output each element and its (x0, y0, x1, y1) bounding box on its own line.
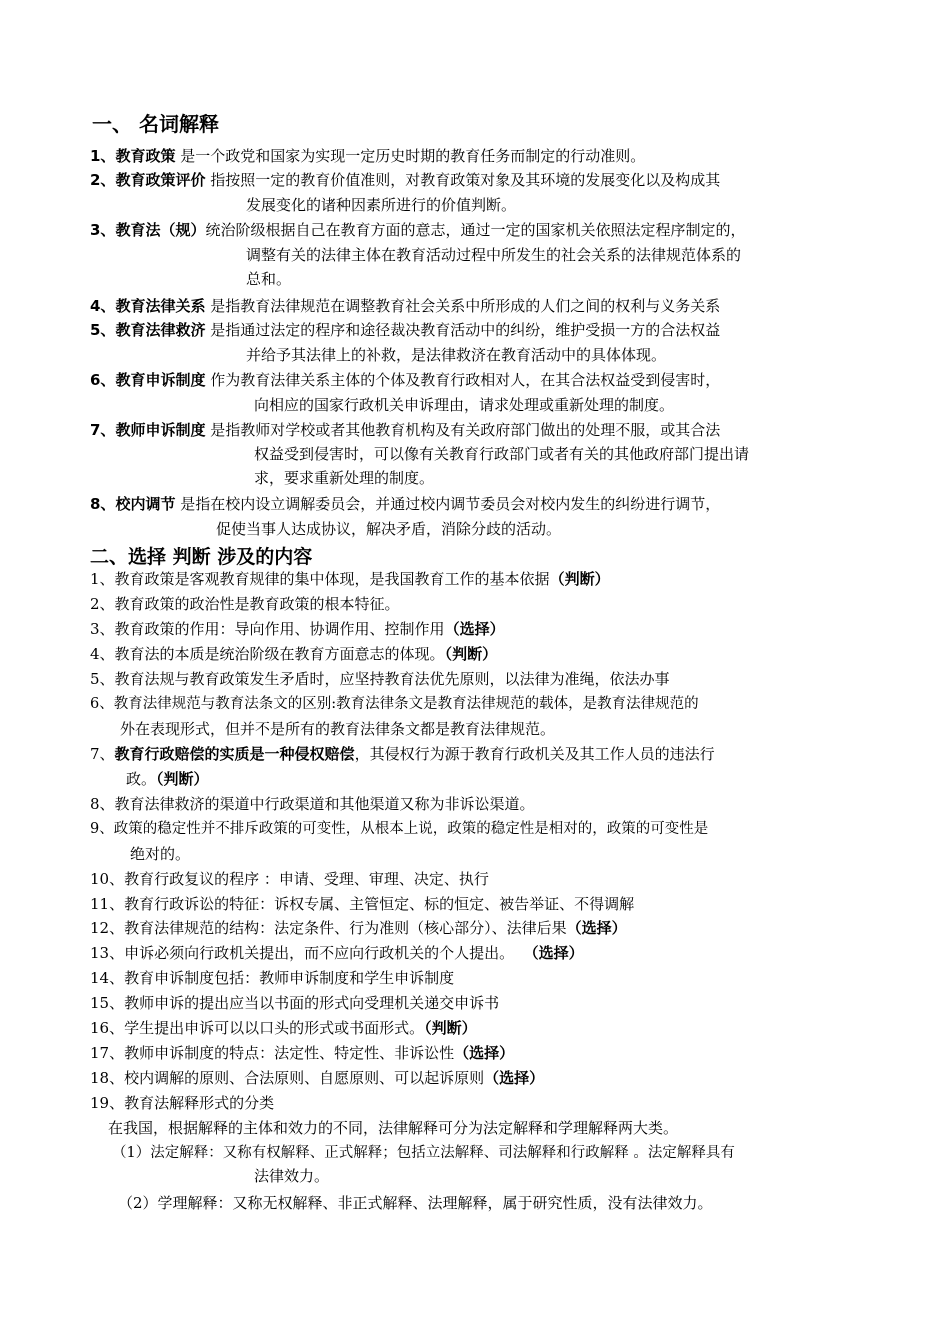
definition-term: 教师申诉制度 (115, 421, 206, 439)
list-item-19: 19、教育法解释形式的分类 (90, 1094, 275, 1112)
list-item-17: 17、教师申诉制度的特点：法定性、特定性、非诉讼性（选择） (90, 1044, 515, 1062)
question-type-tag: （选择） (454, 1044, 515, 1062)
list-item-18: 18、校内调解的原则、合法原则、自愿原则、可以起诉原则（选择） (90, 1069, 545, 1087)
list-item-3: 3、教育政策的作用：导向作用、协调作用、控制作用（选择） (90, 620, 505, 638)
definition-number: 8、 (90, 495, 116, 513)
list-item-1: 1、教育政策是客观教育规律的集中体现，是我国教育工作的基本依据（判断） (90, 570, 610, 588)
definition-8-cont: 促使当事人达成协议，解决矛盾，消除分歧的活动。 (216, 520, 562, 538)
list-item-9: 9、政策的稳定性并不排斥政策的可变性，从根本上说，政策的稳定性是相对的，政策的可变性是 (90, 821, 709, 837)
interpretation-intro: 在我国，根据解释的主体和效力的不同，法律解释可分为法定解释和学理解释两大类。 (108, 1119, 679, 1137)
list-item-13: 13、申诉必须向行政机关提出，而不应向行政机关的个人提出。 （选择） (90, 944, 584, 962)
definition-term: 教育申诉制度 (115, 371, 206, 389)
list-item-10: 10、教育行政复议的程序 ：申请、受理、审理、决定、执行 (90, 870, 489, 888)
definition-3-cont-1: 调整有关的法律主体在教育活动过程中所发生的社会关系的法律规范体系的 (246, 246, 742, 264)
definition-1 (90, 146, 645, 166)
definition-text: 指按照一定的教育价值准则，对教育政策对象及其环境的发展变化以及构成其 (210, 171, 721, 189)
list-item-15: 15、教师申诉的提出应当以书面的形式向受理机关递交申诉书 (90, 994, 500, 1012)
definition-2 (90, 170, 720, 190)
list-item-9-cont: 绝对的。 (130, 845, 191, 863)
question-type-tag: （选择） (523, 944, 584, 962)
definition-number: 1、 (90, 147, 116, 165)
section-2-title: 二、选择 判断 涉及的内容 (90, 546, 313, 568)
definition-5-cont: 并给予其法律上的补救，是法律救济在教育活动中的具体体现。 (246, 346, 667, 364)
list-item-7: 7、教育行政赔偿的实质是一种侵权赔偿，其侵权行为源于教育行政机关及其工作人员的违法行 (90, 745, 715, 763)
list-item-8: 8、教育法律救济的渠道中行政渠道和其他渠道又称为非诉讼渠道。 (90, 795, 535, 813)
list-item-12: 12、教育法律规范的结构：法定条件、行为准则（核心部分）、法律后果（选择） (90, 919, 627, 937)
list-item-6-cont: 外在表现形式，但并不是所有的教育法律条文都是教育法律规范。 (120, 720, 556, 738)
definition-2-cont: 发展变化的诸种因素所进行的价值判断。 (246, 196, 517, 214)
definition-4 (90, 296, 720, 316)
definition-term: 教育法（规） (115, 221, 206, 239)
list-item-14: 14、教育申诉制度包括：教师申诉制度和学生申诉制度 (90, 969, 455, 987)
interpretation-legal-cont: 法律效力。 (254, 1167, 330, 1185)
definition-7-cont-2: 求，要求重新处理的制度。 (254, 469, 435, 487)
definition-number: 4、 (90, 297, 116, 315)
definition-6-cont: 向相应的国家行政机关申诉理由，请求处理或重新处理的制度。 (254, 396, 675, 414)
definition-text: 是指在校内设立调解委员会，并通过校内调节委员会对校内发生的纠纷进行调节， (180, 495, 721, 513)
list-item-7-cont: 政。（判断） (126, 770, 209, 788)
definition-7-cont-1: 权益受到侵害时，可以像有关教育行政部门或者有关的其他政府部门提出请 (254, 445, 750, 463)
definition-text: 是一个政党和国家为实现一定历史时期的教育任务而制定的行动准则。 (180, 147, 646, 165)
definition-3 (90, 220, 745, 240)
definition-3-cont-2: 总和。 (246, 270, 292, 288)
list-item-5: 5、教育法规与教育政策发生矛盾时，应坚持教育法优先原则，以法律为准绳，依法办事 (90, 670, 670, 688)
definition-7 (90, 420, 720, 440)
question-type-tag: （判断） (424, 1019, 477, 1037)
definition-text: 是指通过法定的程序和途径裁决教育活动中的纠纷，维护受损一方的合法权益 (210, 321, 721, 339)
list-item-11: 11、教育行政诉讼的特征：诉权专属、主管恒定、标的恒定、被告举证、不得调解 (90, 895, 635, 913)
section-1-title: 一、 名词解释 (92, 112, 219, 136)
definition-number: 7、 (90, 421, 116, 439)
list-item-2: 2、教育政策的政治性是教育政策的根本特征。 (90, 595, 400, 613)
definition-term: 校内调节 (115, 495, 176, 513)
definition-number: 6、 (90, 371, 116, 389)
interpretation-legal: （1）法定解释：又称有权解释、正式解释；包括立法解释、司法解释和行政解释 。法定解释具有 (112, 1145, 735, 1161)
question-type-tag: （选择） (484, 1069, 545, 1087)
definition-term: 教育法律救济 (115, 321, 206, 339)
list-item-6: 6、教育法律规范与教育法条文的区别:教育法律条文是教育法律规范的载体，是教育法律规范的 (90, 696, 699, 712)
definition-8 (90, 494, 720, 514)
definition-number: 3、 (90, 221, 116, 239)
definition-term: 教育政策 (115, 147, 176, 165)
definition-6 (90, 370, 720, 390)
question-type-tag: （判断） (156, 770, 209, 788)
interpretation-doctrinal: （2）学理解释：又称无权解释、非正式解释、法理解释，属于研究性质，没有法律效力。 (118, 1194, 713, 1212)
question-type-tag: （判断） (549, 570, 610, 588)
definition-5 (90, 320, 720, 340)
definition-number: 2、 (90, 171, 116, 189)
definition-term: 教育法律关系 (115, 297, 206, 315)
definition-text: 是指教师对学校或者其他教育机构及有关政府部门做出的处理不服，或其合法 (210, 421, 721, 439)
definition-text: 作为教育法律关系主体的个体及教育行政相对人，在其合法权益受到侵害时， (210, 371, 721, 389)
definition-number: 5、 (90, 321, 116, 339)
definition-text: 是指教育法律规范在调整教育社会关系中所形成的人们之间的权利与义务关系 (210, 297, 721, 315)
definition-term: 教育政策评价 (115, 171, 206, 189)
list-item-16: 16、学生提出申诉可以以口头的形式或书面形式。（判断） (90, 1019, 477, 1037)
question-type-tag: （选择） (444, 620, 505, 638)
question-type-tag: （判断） (444, 645, 498, 663)
list-item-4: 4、教育法的本质是统治阶级在教育方面意志的体现。（判断） (90, 645, 498, 663)
question-type-tag: （选择） (566, 919, 627, 937)
definition-text: 统治阶级根据自己在教育方面的意志，通过一定的国家机关依照法定程序制定的， (205, 221, 746, 239)
